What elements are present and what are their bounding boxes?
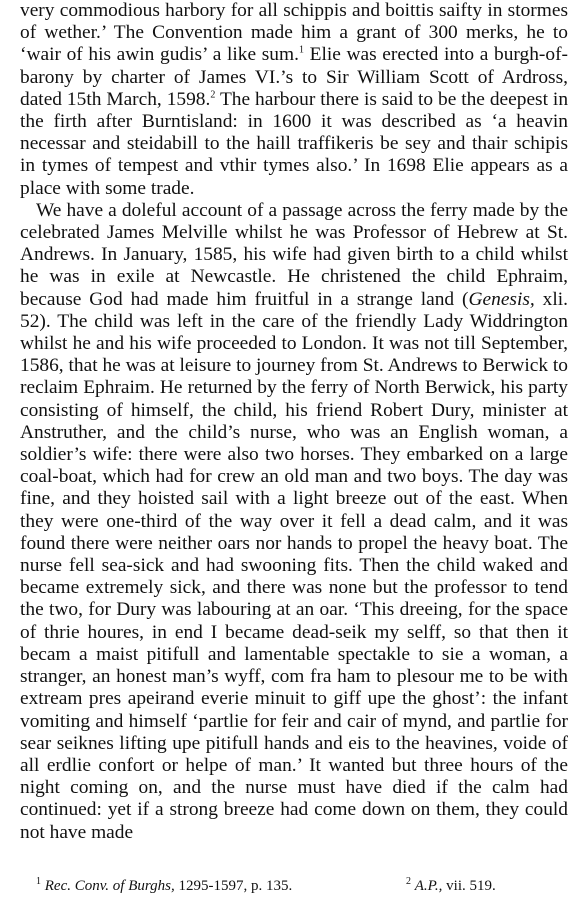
- paragraph-elie-harbour: [20, 0, 568, 200]
- paragraph-text: We have a doleful account of a passage across the ferry made by the celebrated James Melville whilst he was Professor of Hebrew at St. Andrews. In January, 1585, his wife had given birth to a child whilst he was in exile at Newcastle. He christened the child Ephraim, because God had made him fruitful in a strange land (: [20, 199, 568, 310]
- footnote-2-source: A.P.,: [414, 878, 443, 894]
- footnote-2: [406, 878, 496, 895]
- footnote-1-citation: 1295-1597, p. 135.: [174, 878, 293, 894]
- footnote-2-mark: 2: [406, 876, 411, 887]
- footnote-1-source: Rec. Conv. of Burghs,: [44, 878, 175, 894]
- footnote-1-mark: 1: [36, 876, 41, 887]
- paragraph-text: xli. 52). The child was left in the care of the friendly Lady Widdrington whilst he and his wife proceeded to London. It was not till September, 1586, that he was at leisure to journey from St. Andrews to Berwick to reclaim Ephraim. He returned by the ferry of North Berwick, his party consisting of himself, the child, his friend Robert Dury, minister at Anstruther, and the child’s nurse, who was an English woman, a soldier’s wife: there were also two horses. They embarked on a large coal-boat, which had for crew an old man and two boys. The day was fine, and they hoisted sail with a light breeze out of the east. When they were one-third of the way over it fell a dead calm, and it was found there were neither oars nor hands to propel the heavy boat. The nurse fell sea-sick and had swooning fits. Then the child waked and became extremely sick, and there was none but the professor to tend the two, for Dury was labouring at an oar. ‘This dreeing, for the space of thrie houres, in end I became dead-seik my selff, so that then it becam a maist pitifull and lamentable spectakle to sie a woman, a stranger, an honest man’s wyff, com fra ham to plesour me to be with extream pres apeirand everie minuit to giff upe the ghost’: the infant vomiting and himself ‘partlie for feir and cair of mynd, and partlie for sear seiknes lifting upe pitifull hands and eis to the heavines, voide of all erdlie confort or helpe of man.’ It wanted but three hours of the night coming on, and the nurse must have died if the calm had continued: yet if a strong breeze had come down on them, they could not have made: [20, 288, 568, 843]
- footnote-reference-1: 1: [298, 44, 304, 56]
- paragraph-text: Elie was erected into a burgh-of-barony by charter of James VI.’s to Sir William Scott of Ardross, dated 15th March, 1598.: [20, 44, 568, 110]
- book-page-body: [20, 0, 568, 844]
- footnotes: [36, 878, 556, 895]
- italic-reference-genesis: Genesis,: [468, 288, 535, 310]
- paragraph-text: The harbour there is said to be the deepest in the firth after Burntisland: in 1600 it was described as ‘a heavin necessar and steidabill to the haill traffikeris be sey and thair schipis in tymes of tempest and vthir tymes also.’ In 1698 Elie appears as a place with some trade.: [20, 88, 569, 199]
- footnote-1: [36, 878, 292, 895]
- paragraph-text: very commodious harbory for all schippis and boittis saifty in stormes of wether.’ The Convention made him a grant of 300 merks, he to ‘wair of his awin gudis’ a like sum.: [20, 0, 568, 66]
- footnote-2-citation: vii. 519.: [442, 878, 496, 894]
- paragraph-melville-passage: [20, 200, 568, 844]
- footnote-reference-2: 2: [210, 89, 216, 101]
